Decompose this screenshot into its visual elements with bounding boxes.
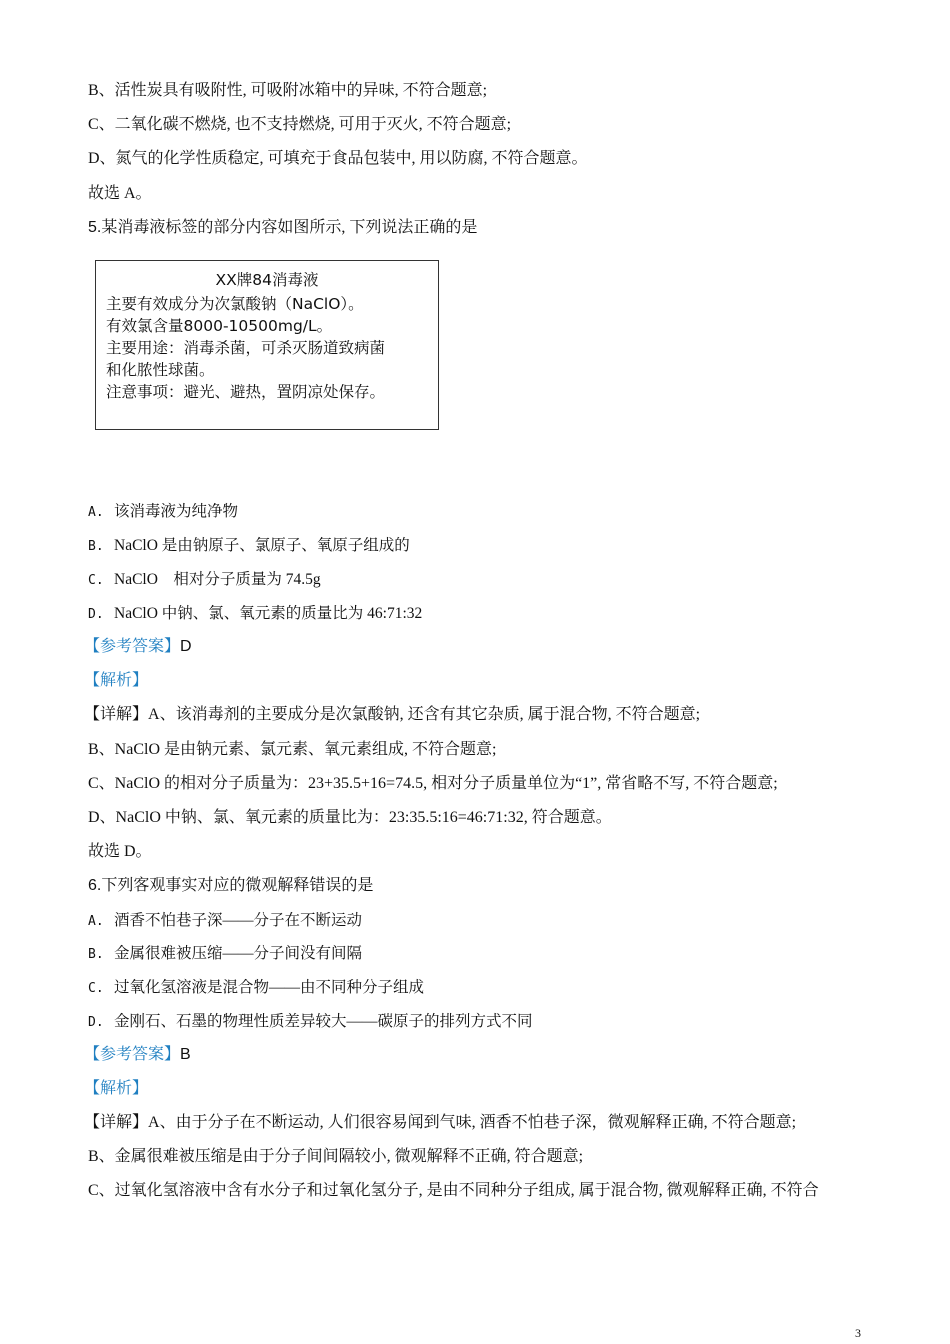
- disinfectant-label-figure: [95, 260, 439, 430]
- option-letter: D.: [88, 1015, 104, 1030]
- prev-conclusion: 故选 A。: [88, 185, 152, 202]
- prev-detail-d: D、氮气的化学性质稳定, 可填充于食品包装中, 用以防腐, 不符合题意。: [88, 150, 588, 167]
- label-line-5: 注意事项：避光、避热，置阴凉处保存。: [106, 383, 386, 401]
- option-letter: B.: [88, 539, 104, 554]
- detail-text: A、该消毒剂的主要成分是次氯酸钠, 还含有其它杂质, 属于混合物, 不符合题意;: [148, 706, 701, 723]
- q6-analysis-label: 【解析】: [84, 1080, 149, 1097]
- page-number: 3: [855, 1326, 861, 1340]
- q6-detail-b: B、金属很难被压缩是由于分子间间隔较小, 微观解释不正确, 符合题意;: [88, 1148, 584, 1165]
- q5-answer-line: [84, 637, 192, 657]
- label-line-4: 和化脓性球菌。: [106, 361, 215, 379]
- option-text: NaClO 是由钠原子、氯原子、氧原子组成的: [114, 537, 410, 554]
- option-letter: A.: [88, 505, 104, 520]
- label-line-1: 主要有效成分为次氯酸钠（NaClO）。: [106, 295, 364, 313]
- q5-stem: 某消毒液标签的部分内容如图所示, 下列说法正确的是: [101, 219, 478, 236]
- option-text: 酒香不怕巷子深——分子在不断运动: [114, 912, 363, 929]
- q6-stem: 下列客观事实对应的微观解释错误的是: [101, 877, 374, 894]
- option-text: 金属很难被压缩——分子间没有间隔: [114, 945, 363, 962]
- option-text: NaClO 中钠、氯、氧元素的质量比为 46:71:32: [114, 605, 423, 622]
- q6-stem-line: [88, 876, 373, 896]
- option-letter: C.: [88, 981, 104, 996]
- option-text: 金刚石、石墨的物理性质差异较大——碳原子的排列方式不同: [114, 1013, 533, 1030]
- answer-label: 【参考答案】: [84, 638, 181, 655]
- q6-answer-line: [84, 1045, 191, 1065]
- q5-stem-line: [88, 218, 477, 238]
- answer-label: 【参考答案】: [84, 1046, 181, 1063]
- option-letter: D.: [88, 607, 104, 622]
- label-line-2: 有效氯含量8000-10500mg/L。: [106, 317, 333, 335]
- answer-value: D: [180, 638, 192, 655]
- prev-detail-b: B、活性炭具有吸附性, 可吸附冰箱中的异味, 不符合题意;: [88, 82, 488, 99]
- prev-detail-c: C、二氧化碳不燃烧, 也不支持燃烧, 可用于灭火, 不符合题意;: [88, 116, 512, 133]
- option-text: NaClO 相对分子质量为 74.5g: [114, 571, 321, 588]
- answer-value: B: [180, 1046, 191, 1063]
- q6-option-c: [88, 978, 424, 999]
- q6-option-a: [88, 911, 362, 932]
- q5-detail-d: D、NaClO 中钠、氯、氧元素的质量比为：23:35.5:16=46:71:32, 符合题意。: [88, 809, 612, 826]
- option-letter: A.: [88, 914, 104, 929]
- detail-label: 【详解】: [84, 1114, 149, 1131]
- option-text: 该消毒液为纯净物: [114, 503, 239, 520]
- q5-detail-b: B、NaClO 是由钠元素、氯元素、氧元素组成, 不符合题意;: [88, 741, 497, 758]
- label-line-3: 主要用途：消毒杀菌，可杀灭肠道致病菌: [106, 339, 386, 357]
- option-letter: B.: [88, 947, 104, 962]
- q5-option-b: [88, 536, 410, 557]
- q5-analysis-label: 【解析】: [84, 672, 149, 689]
- q5-option-c: [88, 570, 321, 591]
- q6-number: 6.: [88, 877, 102, 894]
- detail-text: A、由于分子在不断运动, 人们很容易闻到气味, 酒香不怕巷子深，微观解释正确, 不符合题意;: [148, 1114, 797, 1131]
- label-title: XX牌84消毒液: [215, 271, 319, 289]
- q5-number: 5.: [88, 219, 102, 236]
- detail-label: 【详解】: [84, 706, 149, 723]
- q6-detail-a-line: [84, 1113, 796, 1133]
- q5-option-a: [88, 502, 238, 523]
- q6-option-b: [88, 944, 362, 965]
- q6-option-d: [88, 1012, 533, 1033]
- q6-detail-c: C、过氧化氢溶液中含有水分子和过氧化氢分子, 是由不同种分子组成, 属于混合物, 微观解释正确, 不符合: [88, 1182, 819, 1199]
- option-letter: C.: [88, 573, 104, 588]
- q5-option-d: [88, 604, 422, 625]
- q5-detail-a-line: [84, 705, 700, 725]
- option-text: 过氧化氢溶液是混合物——由不同种分子组成: [114, 979, 425, 996]
- q5-conclusion: 故选 D。: [88, 843, 152, 860]
- q5-detail-c: C、NaClO 的相对分子质量为：23+35.5+16=74.5, 相对分子质量单位为“1”, 常省略不写, 不符合题意;: [88, 775, 778, 792]
